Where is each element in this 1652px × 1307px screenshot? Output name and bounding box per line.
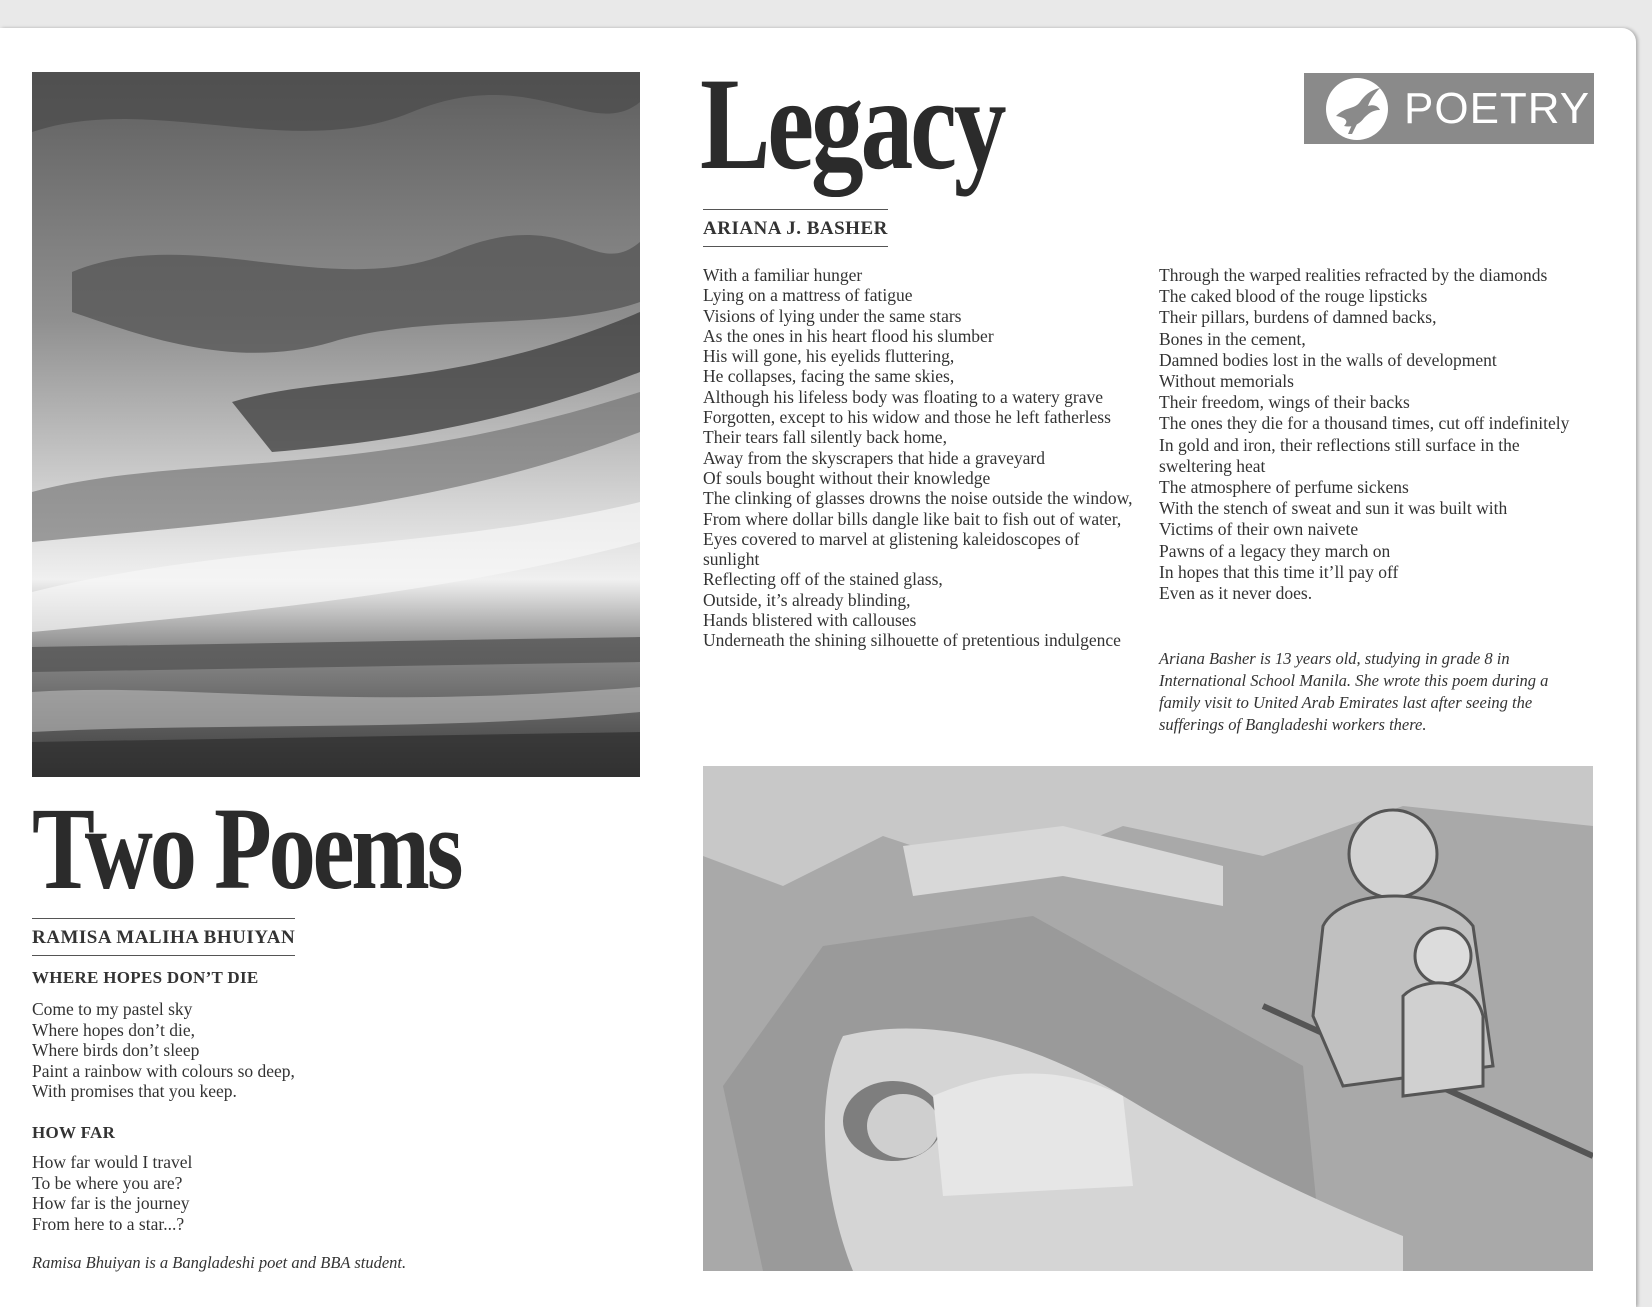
poem-line: Through the warped realities refracted by the diamonds bbox=[1159, 265, 1548, 285]
poem-line: Reflecting off of the stained glass, bbox=[703, 569, 943, 590]
poem-line: The atmosphere of perfume sickens bbox=[1159, 477, 1409, 498]
poem-line: Eyes covered to marvel at glistening kaleidoscopes of sunlight bbox=[703, 528, 1080, 570]
poem-line: Forgotten, except to his widow and those he left fatherless bbox=[703, 407, 1111, 428]
legacy-right-column bbox=[1159, 265, 1589, 604]
poem-line: Where hopes don’t die, bbox=[32, 1019, 195, 1040]
poem-line: Come to my pastel sky bbox=[32, 999, 193, 1019]
poem-heading-where-hopes: WHERE HOPES DON’T DIE bbox=[32, 968, 259, 987]
poem-line: Hands blistered with callouses bbox=[703, 610, 917, 631]
poem-line: Without memorials bbox=[1159, 371, 1294, 392]
legacy-left-column bbox=[703, 265, 1133, 651]
poem-line: Visions of lying under the same stars bbox=[703, 305, 962, 326]
poem-line: From where dollar bills dangle like bait to fish out of water, bbox=[703, 508, 1122, 529]
poem-line: In hopes that this time it’ll pay off bbox=[1159, 561, 1399, 582]
poem-line: Victims of their own naivete bbox=[1159, 519, 1359, 540]
poem-line: As the ones in his heart flood his slumber bbox=[703, 325, 994, 346]
two-poems-title: Two Poems bbox=[32, 783, 461, 914]
poem-line: Where birds don’t sleep bbox=[32, 1040, 200, 1060]
poem-line: Although his lifeless body was floating to a watery grave bbox=[703, 386, 1103, 407]
poem-line: With the stench of sweat and sun it was built with bbox=[1159, 498, 1508, 519]
poem-line: His will gone, his eyelids fluttering, bbox=[703, 346, 955, 367]
poetry-section-badge bbox=[1304, 73, 1594, 144]
poem-how-far-lines bbox=[32, 1152, 192, 1234]
ariana-byline: ARIANA J. BASHER bbox=[703, 209, 888, 247]
poem-line: How far would I travel bbox=[32, 1152, 193, 1172]
poem-line: With promises that you keep. bbox=[32, 1081, 237, 1101]
poetry-badge-label: POETRY bbox=[1404, 83, 1591, 133]
poem-line: The ones they die for a thousand times, cut off indefinitely bbox=[1159, 413, 1570, 434]
poem-line: The clinking of glasses drowns the noise outside the window, bbox=[703, 488, 1133, 509]
poem-line: In gold and iron, their reflections still surface in the sweltering heat bbox=[1159, 434, 1520, 476]
ramisa-byline: RAMISA MALIHA BHUIYAN bbox=[32, 918, 295, 956]
poem-line: Their tears fall silently back home, bbox=[703, 427, 947, 448]
poem-line: Paint a rainbow with colours so deep, bbox=[32, 1060, 295, 1081]
poem-heading-how-far: HOW FAR bbox=[32, 1123, 116, 1142]
sky-painting-image bbox=[32, 72, 640, 777]
poem-line: Outside, it’s already blinding, bbox=[703, 589, 911, 610]
bird-logo-icon bbox=[1324, 76, 1390, 142]
poem-where-hopes-lines bbox=[32, 999, 295, 1102]
poem-line: Of souls bought without their knowledge bbox=[703, 467, 991, 488]
poem-line: Their pillars, burdens of damned backs, bbox=[1159, 307, 1437, 328]
poem-line: How far is the journey bbox=[32, 1193, 190, 1213]
poem-line: The caked blood of the rouge lipsticks bbox=[1159, 286, 1428, 307]
poem-line: Pawns of a legacy they march on bbox=[1159, 540, 1391, 561]
poem-line: Lying on a mattress of fatigue bbox=[703, 285, 913, 306]
worker-illustration-image bbox=[703, 766, 1593, 1271]
poem-line: Damned bodies lost in the walls of development bbox=[1159, 349, 1497, 370]
poem-line: Underneath the shining silhouette of pretentious indulgence bbox=[703, 630, 1121, 651]
poem-line: Away from the skyscrapers that hide a graveyard bbox=[703, 447, 1045, 468]
ariana-bio: Ariana Basher is 13 years old, studying in grade 8 in International School Manila. She wrote this poem during a family visit to United Arab Emirates last after seeing the sufferings of Bangladeshi workers there. bbox=[1159, 649, 1549, 734]
poem-line: With a familiar hunger bbox=[703, 265, 863, 285]
poem-line: From here to a star...? bbox=[32, 1213, 185, 1234]
ramisa-bio: Ramisa Bhuiyan is a Bangladeshi poet and BBA student. bbox=[32, 1253, 407, 1272]
poem-line: Bones in the cement, bbox=[1159, 328, 1306, 349]
poem-line: To be where you are? bbox=[32, 1172, 183, 1193]
poem-line: Their freedom, wings of their backs bbox=[1159, 392, 1410, 413]
legacy-title: Legacy bbox=[700, 50, 1004, 197]
poem-line: He collapses, facing the same skies, bbox=[703, 366, 955, 387]
poem-line: Even as it never does. bbox=[1159, 583, 1313, 604]
